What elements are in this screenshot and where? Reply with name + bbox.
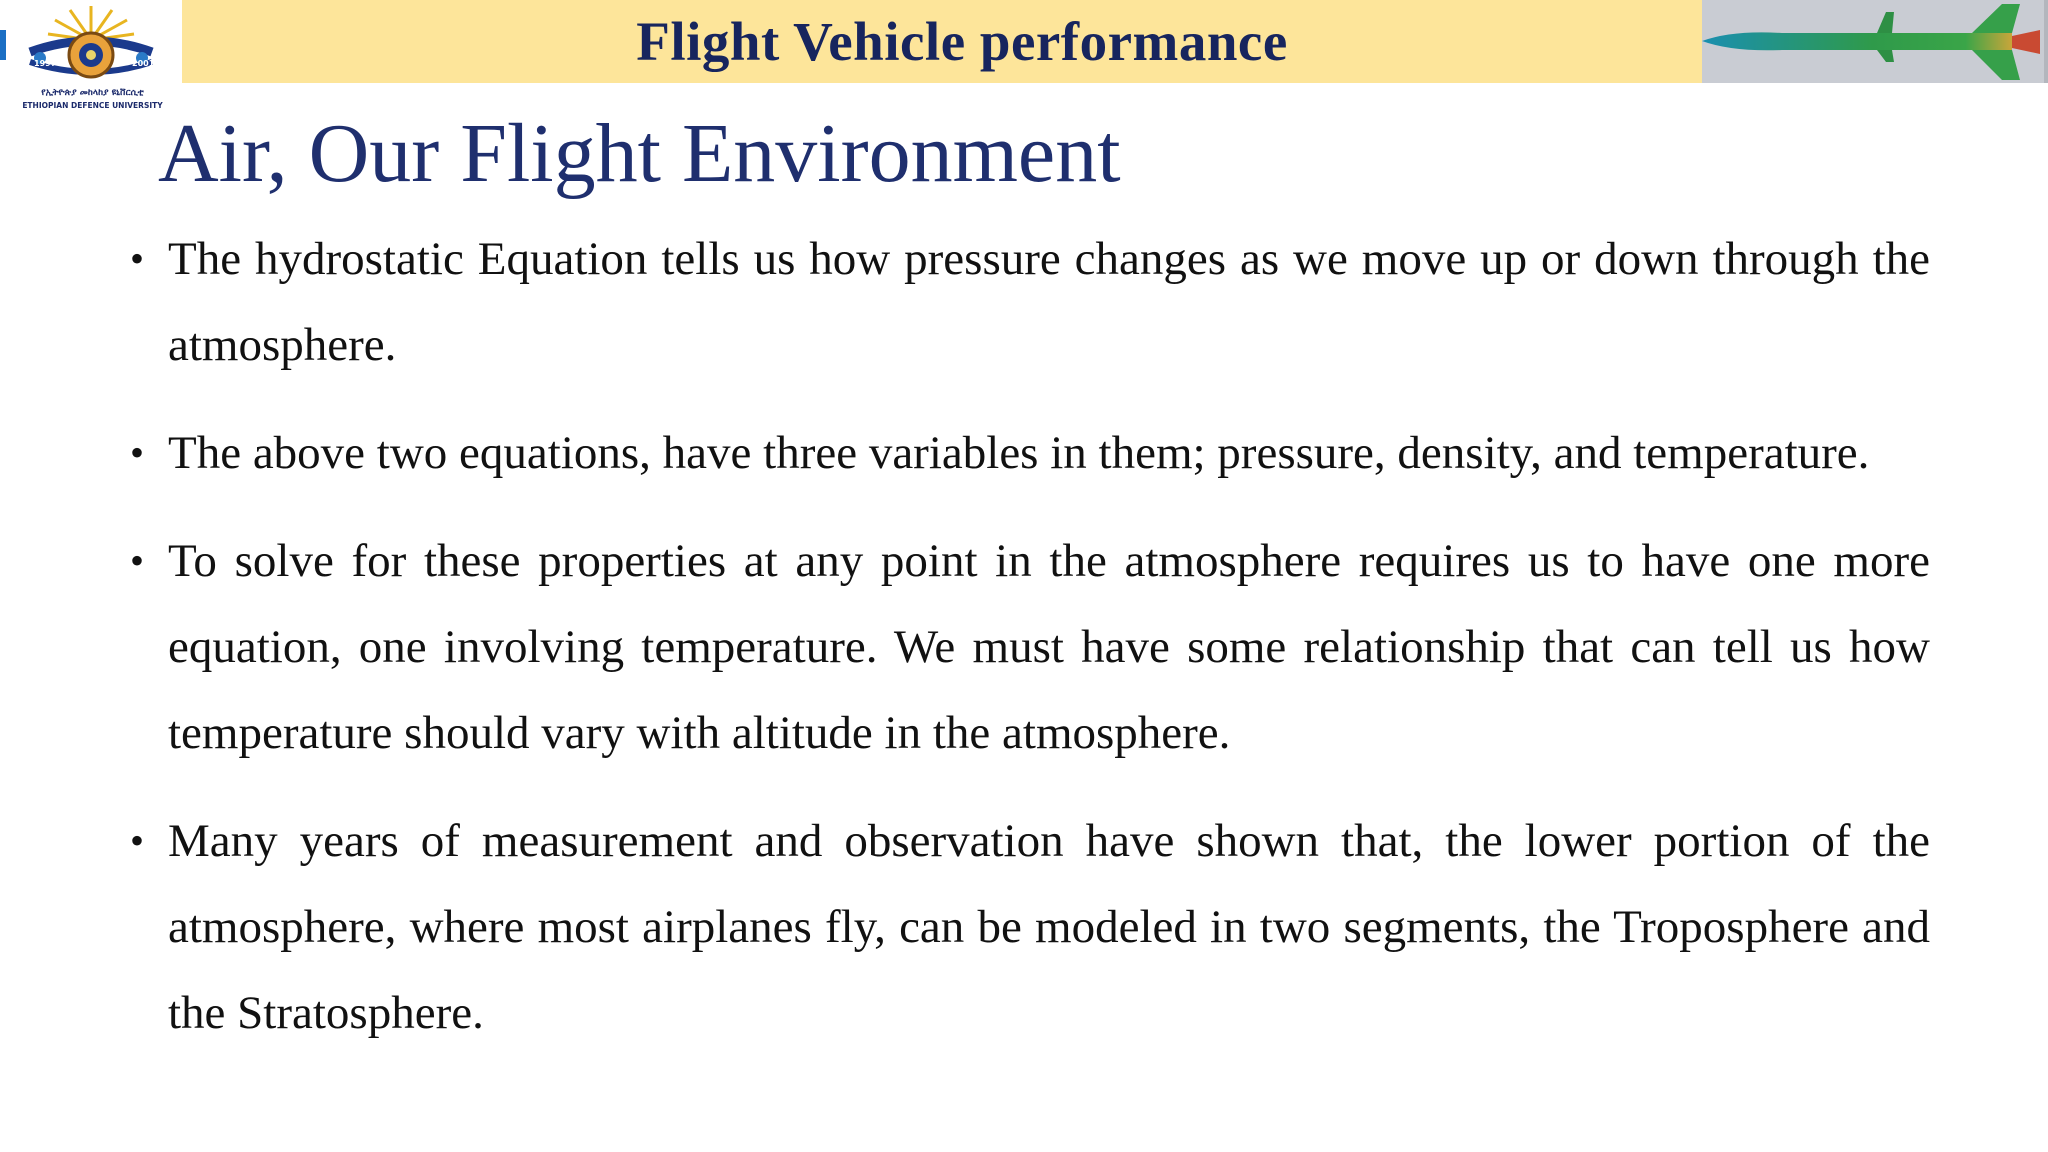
logo-english-text: ETHIOPIAN DEFENCE UNIVERSITY [22,101,163,110]
bullet-dot-icon: • [130,430,145,475]
logo-amharic-text: የኢትዮጵያ መከላከያ ዩኒቨርሲቲ [41,88,144,98]
slide-title: Air, Our Flight Environment [158,107,1121,200]
university-logo [0,0,182,118]
missile-icon [1702,0,2044,83]
bullet-dot-icon: • [130,818,145,863]
missile-panel [1702,0,2048,83]
bullet-text: To solve for these properties at any point in the atmosphere requires us to have one more equation, one involving temperature. We must have some relationship that can tell us how temperature should vary with altitude in the atmosphere. [168,535,1930,759]
bullet-dot-icon: • [130,236,145,281]
bullet-text: Many years of measurement and observation have shown that, the lower portion of the atmosphere, where most airplanes fly, can be modeled in two segments, the Troposphere and the Stratosphere. [168,815,1930,1039]
bullet-item [130,216,1930,388]
emblem-icon [0,0,182,92]
bullet-item [130,518,1930,776]
bullet-item [130,410,1930,496]
bullet-dot-icon: • [130,538,145,583]
right-year: 2001 [132,59,155,68]
left-year: 1997 [34,59,57,68]
bullet-item [130,798,1930,1056]
header-band [182,0,1702,83]
bullet-text: The hydrostatic Equation tells us how pressure changes as we move up or down through the atmosphere. [168,233,1930,371]
course-title: Flight Vehicle performance [636,11,1288,72]
bullet-list [130,216,1930,1078]
bullet-text: The above two equations, have three variables in them; pressure, density, and temperature. [168,427,1870,479]
